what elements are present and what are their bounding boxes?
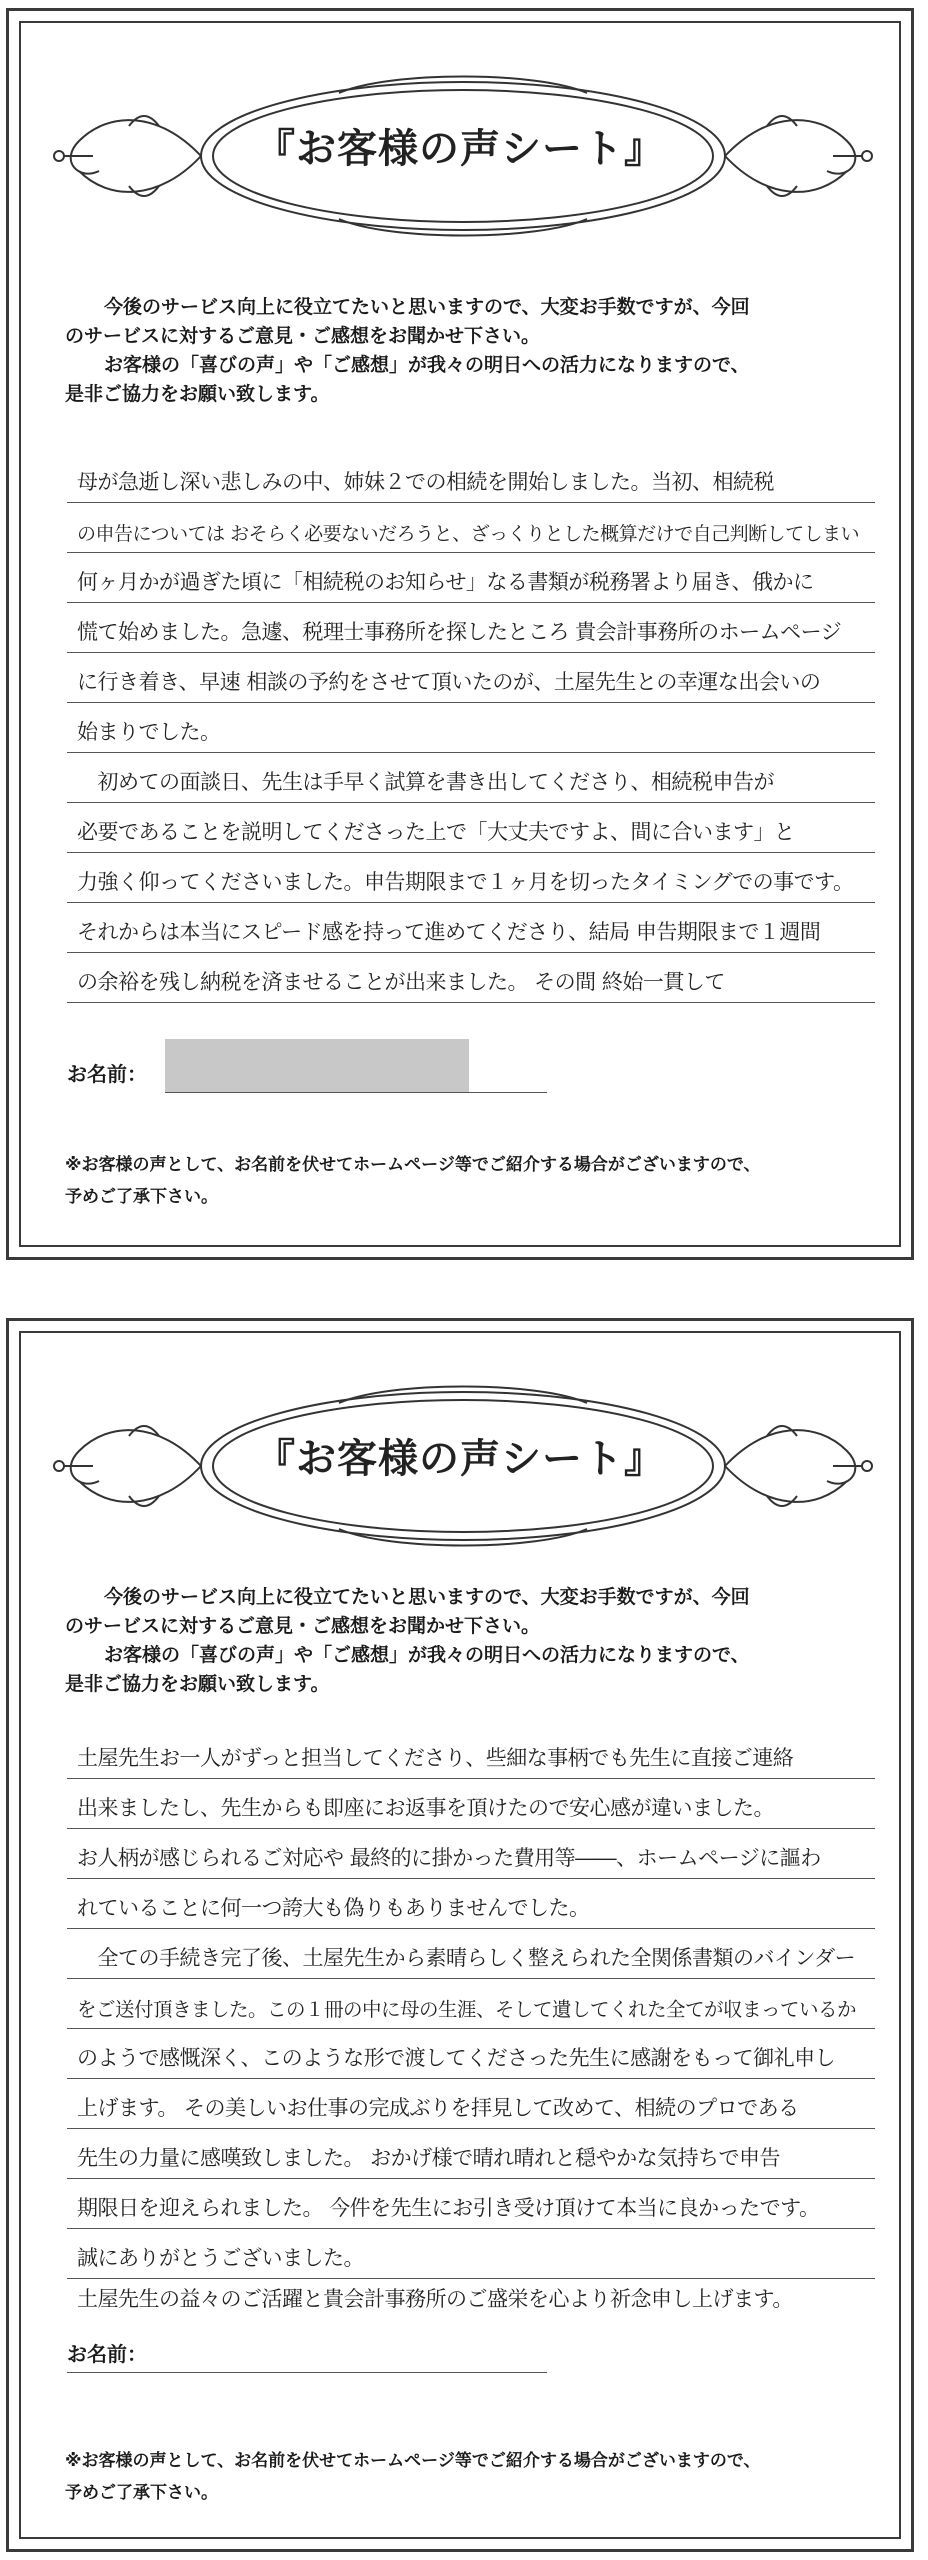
disclaimer-note [65, 2445, 859, 2509]
comment-line: のようで感慨深く、このような形で渡してくださった先生に感謝をもって御礼申し [67, 2029, 875, 2079]
intro-line: 是非ご協力をお願い致します。 [65, 383, 330, 405]
comment-line: 力強く仰ってくださいました。申告期限まで１ヶ月を切ったタイミングでの事です。 [67, 853, 875, 903]
intro-line: お客様の「喜びの声」や「ご感想」が我々の明日への活力になりますので、 [104, 1644, 750, 1666]
redacted-name [165, 1039, 469, 1093]
intro-line: のサービスに対するご意見・ご感想をお聞かせ下さい。 [65, 325, 541, 347]
comment-line: の申告については おそらく必要ないだろうと、ざっくりとした概算だけで自己判断してしまい [67, 503, 875, 553]
disclaimer-note [65, 1149, 859, 1213]
comment-line: 期限日を迎えられました。 今件を先生にお引き受け頂けて本当に良かったです。 [67, 2179, 875, 2229]
intro-line: 是非ご協力をお願い致します。 [65, 1673, 330, 1695]
name-underline [165, 1092, 547, 1093]
sheet-title: 『お客様の声シート』 [255, 1436, 665, 1482]
intro-line: 今後のサービス向上に役立てたいと思いますので、大変お手数ですが、今回 [104, 1586, 750, 1608]
intro-text [65, 293, 859, 409]
name-field [67, 1041, 547, 1097]
comment-line: に行き着き、早速 相談の予約をさせて頂いたのが、土屋先生との幸運な出会いの [67, 653, 875, 703]
name-label: お名前： [67, 1062, 147, 1086]
note-line: ※お客様の声として、お名前を伏せてホームページ等でご紹介する場合がございますので、 [65, 1155, 761, 1175]
intro-line: お客様の「喜びの声」や「ご感想」が我々の明日への活力になりますので、 [104, 354, 750, 376]
comment-line: 誠にありがとうございました。 [67, 2229, 875, 2279]
comment-line: の余裕を残し納税を済ませることが出来ました。 その間 終始一貫して [67, 953, 875, 1003]
sheet-title: 『お客様の声シート』 [255, 126, 665, 172]
comment-line: 土屋先生お一人がずっと担当してくださり、些細な事柄でも先生に直接ご連絡 [67, 1729, 875, 1779]
intro-text [65, 1583, 859, 1699]
comment-line: 先生の力量に感嘆致しました。 おかげ様で晴れ晴れと穏やかな気持ちで申告 [67, 2129, 875, 2179]
name-label: お名前： [67, 2342, 147, 2366]
comment-line: 上げます。 その美しいお仕事の完成ぶりを拝見して改めて、相続のプロである [67, 2079, 875, 2129]
handwritten-comment [67, 453, 875, 1003]
voice-sheet-2 [6, 1318, 914, 2552]
intro-line: のサービスに対するご意見・ご感想をお聞かせ下さい。 [65, 1615, 541, 1637]
comment-line: お人柄が感じられるご対応や 最終的に掛かった費用等――、ホームページに謳わ [67, 1829, 875, 1879]
comment-line: 土屋先生の益々のご活躍と貴会計事務所のご盛栄を心より祈念申し上げます。 [77, 2287, 793, 2311]
note-line: ※お客様の声として、お名前を伏せてホームページ等でご紹介する場合がございますので、 [65, 2451, 761, 2471]
name-underline [67, 2372, 547, 2373]
comment-line: 母が急逝し深い悲しみの中、姉妹２での相続を開始しました。当初、相続税 [67, 453, 875, 503]
comment-line: をご送付頂きました。この１冊の中に母の生涯、そして遺してくれた全てが収まっているか [67, 1979, 875, 2029]
voice-sheet-1 [6, 8, 914, 1260]
comment-line: 何ヶ月かが過ぎた頃に「相続税のお知らせ」なる書類が税務署より届き、俄かに [67, 553, 875, 603]
comment-line: それからは本当にスピード感を持って進めてくださり、結局 申告期限まで１週間 [67, 903, 875, 953]
intro-line: 今後のサービス向上に役立てたいと思いますので、大変お手数ですが、今回 [104, 296, 750, 318]
comment-line: 初めての面談日、先生は手早く試算を書き出してくださり、相続税申告が [67, 753, 875, 803]
comment-line: れていることに何一つ誇大も偽りもありませんでした。 [67, 1879, 875, 1929]
comment-line: 必要であることを説明してくださった上で「大丈夫ですよ、間に合います」と [67, 803, 875, 853]
comment-line: 出来ましたし、先生からも即座にお返事を頂けたので安心感が違いました。 [67, 1779, 875, 1829]
comment-line: 全ての手続き完了後、土屋先生から素晴らしく整えられた全関係書類のバインダー [67, 1929, 875, 1979]
handwritten-comment [67, 1729, 875, 2319]
note-line: 予めご了承下さい。 [65, 2483, 218, 2503]
note-line: 予めご了承下さい。 [65, 1187, 218, 1207]
comment-line: 慌て始めました。急遽、税理士事務所を探したところ 貴会計事務所のホームページ [67, 603, 875, 653]
name-field [67, 2321, 547, 2377]
comment-line: 始まりでした。 [67, 703, 875, 753]
